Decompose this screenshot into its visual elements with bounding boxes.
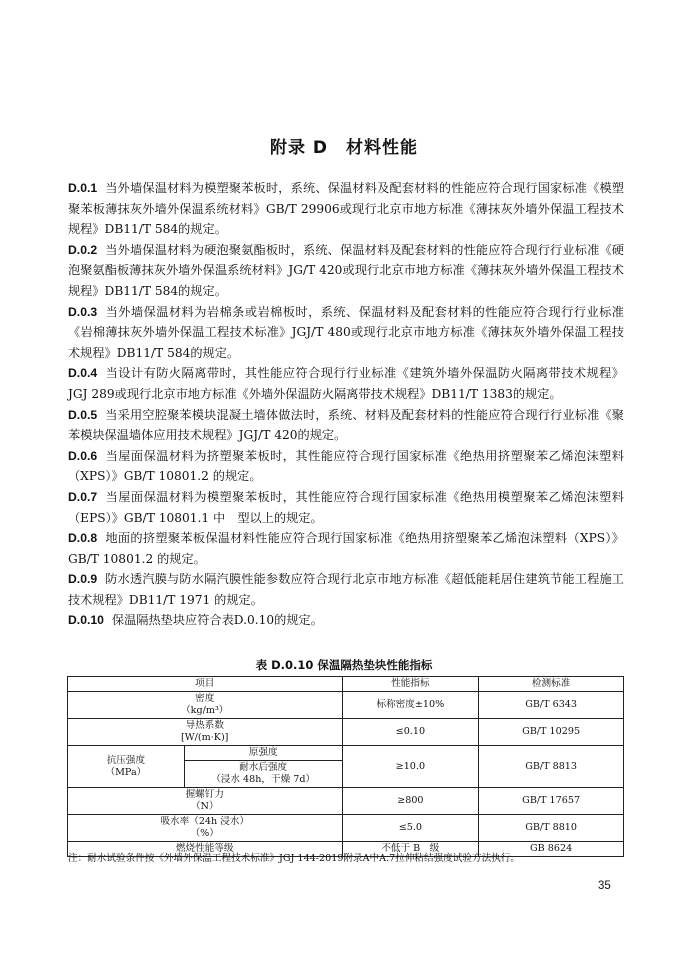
row-standard: GB/T 17657 (479, 788, 624, 815)
clause-number: D.0.2 (68, 242, 98, 257)
clause-text: 保温隔热垫块应符合表D.0.10的规定。 (111, 613, 323, 628)
table-title: 表 D.0.10 保温隔热垫块性能指标 (255, 658, 433, 672)
table-row (68, 788, 624, 815)
table-row (68, 719, 624, 746)
clause-text: 当外墙保温材料为模塑聚苯板时，系统、保温材料及配套材料的性能应符合现行国家标准《模塑聚苯板薄抹灰外墙外保温系统材料》GB/T 29906或现行北京市地方标准《薄抹灰外墙外保温工程技术规程》DB11/T 584的规定。 (68, 181, 624, 237)
item-unit: （kg/m³） (181, 705, 229, 716)
clause-number: D.0.3 (68, 304, 98, 319)
table-header-row (68, 677, 624, 692)
clause-number: D.0.10 (68, 613, 104, 628)
table-row (68, 815, 624, 842)
sub-label (184, 761, 342, 788)
row-value: ≥10.0 (342, 746, 479, 788)
clause (68, 178, 624, 240)
clause (68, 610, 624, 631)
item-unit: （N） (190, 801, 219, 812)
row-label (68, 746, 185, 788)
sub-label-condition: （浸水 48h，干燥 7d） (211, 774, 316, 785)
clause-number: D.0.4 (68, 366, 98, 381)
clause (68, 363, 624, 404)
clause (68, 528, 624, 569)
row-label (68, 815, 343, 842)
row-label (68, 692, 343, 719)
row-standard: GB/T 8813 (479, 746, 624, 788)
clause-number: D.0.9 (68, 572, 98, 587)
clause-text: 当外墙保温材料为硬泡聚氨酯板时，系统、保温材料及配套材料的性能应符合现行行业标准《硬泡聚氨酯板薄抹灰外墙外保温系统材料》JG/T 420或现行北京市地方标准《薄抹灰外墙外保温工程技术规程》DB11/T 584的规定。 (68, 242, 624, 298)
item-name: 吸水率（24h 浸水） (160, 816, 250, 827)
clause (68, 240, 624, 302)
clause-number: D.0.5 (68, 407, 98, 422)
clause-number: D.0.8 (68, 531, 98, 546)
clause-text: 当屋面保温材料为模塑聚苯板时，其性能应符合现行国家标准《绝热用模塑聚苯乙烯泡沫塑料（EPS）》GB/T 10801.1 中 型以上的规定。 (68, 489, 624, 525)
row-value: 不低于 B 级 (342, 842, 479, 857)
clause (68, 302, 624, 364)
clause-text: 当外墙保温材料为岩棉条或岩棉板时，系统、保温材料及配套材料的性能应符合现行行业标准《岩棉薄抹灰外墙外保温工程技术标准》JGJ/T 480或现行北京市地方标准《薄抹灰外墙外保温工程技术规程》DB11/T 584的规定。 (68, 304, 624, 360)
table-note: 注：耐水试验条件按《外墙外保温工程技术标准》JGJ 144-2019附录A中A.7拉伸粘结强度试验方法执行。 (68, 853, 520, 864)
page-number: 35 (598, 880, 611, 892)
item-name: 导热系数 (185, 720, 224, 731)
item-unit: [W/(m·K)] (181, 732, 229, 743)
row-standard: GB 8624 (479, 842, 624, 857)
clause-number: D.0.1 (68, 181, 98, 195)
clause (68, 446, 624, 487)
clause-text: 当屋面保温材料为挤塑聚苯板时，其性能应符合现行国家标准《绝热用挤塑聚苯乙烯泡沫塑料（XPS）》GB/T 10801.2 的规定。 (68, 448, 624, 484)
item-name: 握螺钉力 (185, 789, 224, 800)
row-value: ≥800 (342, 788, 479, 815)
header-method: 检测标准 (479, 677, 624, 692)
table-row (68, 746, 624, 761)
sub-label: 原强度 (184, 746, 342, 761)
clause-text: 地面的挤塑聚苯板保温材料性能应符合现行国家标准《绝热用挤塑聚苯乙烯泡沫塑料（XPS）》GB/T 10801.2 的规定。 (68, 531, 624, 566)
row-standard: GB/T 10295 (479, 719, 624, 746)
item-name: 密度 (195, 693, 215, 704)
item-name: 抗压强度 (106, 754, 146, 766)
clause (68, 405, 624, 446)
clause-text: 防水透汽膜与防水隔汽膜性能参数应符合现行北京市地方标准《超低能耗居住建筑节能工程施工技术规程》DB11/T 1971 的规定。 (68, 572, 624, 607)
row-value: 标称密度±10% (342, 692, 479, 719)
row-standard: GB/T 8810 (479, 815, 624, 842)
row-label: 燃烧性能等级 (68, 842, 343, 857)
clause-number: D.0.6 (68, 448, 98, 463)
clause-list (68, 178, 624, 631)
header-item: 项目 (68, 677, 343, 692)
sub-label-main: 耐水后强度 (239, 762, 288, 773)
row-value: ≤5.0 (342, 815, 479, 842)
table-row (68, 692, 624, 719)
clause (68, 569, 624, 610)
clause-number: D.0.7 (68, 489, 98, 504)
row-label (68, 719, 343, 746)
item-unit: （%） (190, 828, 219, 839)
performance-table (67, 676, 624, 857)
header-indicator: 性能指标 (342, 677, 479, 692)
clause-text: 当设计有防火隔离带时，其性能应符合现行行业标准《建筑外墙外保温防火隔离带技术规程》JGJ 289或现行北京市地方标准《外墙外保温防火隔离带技术规程》DB11/T 1383的规定。 (68, 366, 624, 401)
clause (68, 487, 624, 528)
item-unit: （MPa） (105, 766, 147, 778)
clause-text: 当采用空腔聚苯模块混凝土墙体做法时，系统、材料及配套材料的性能应符合现行行业标准《聚苯模块保温墙体应用技术规程》JGJ/T 420的规定。 (68, 407, 624, 443)
row-value: ≤0.10 (342, 719, 479, 746)
row-standard: GB/T 6343 (479, 692, 624, 719)
row-label (68, 788, 343, 815)
page-title: 附录 D 材料性能 (269, 138, 419, 158)
